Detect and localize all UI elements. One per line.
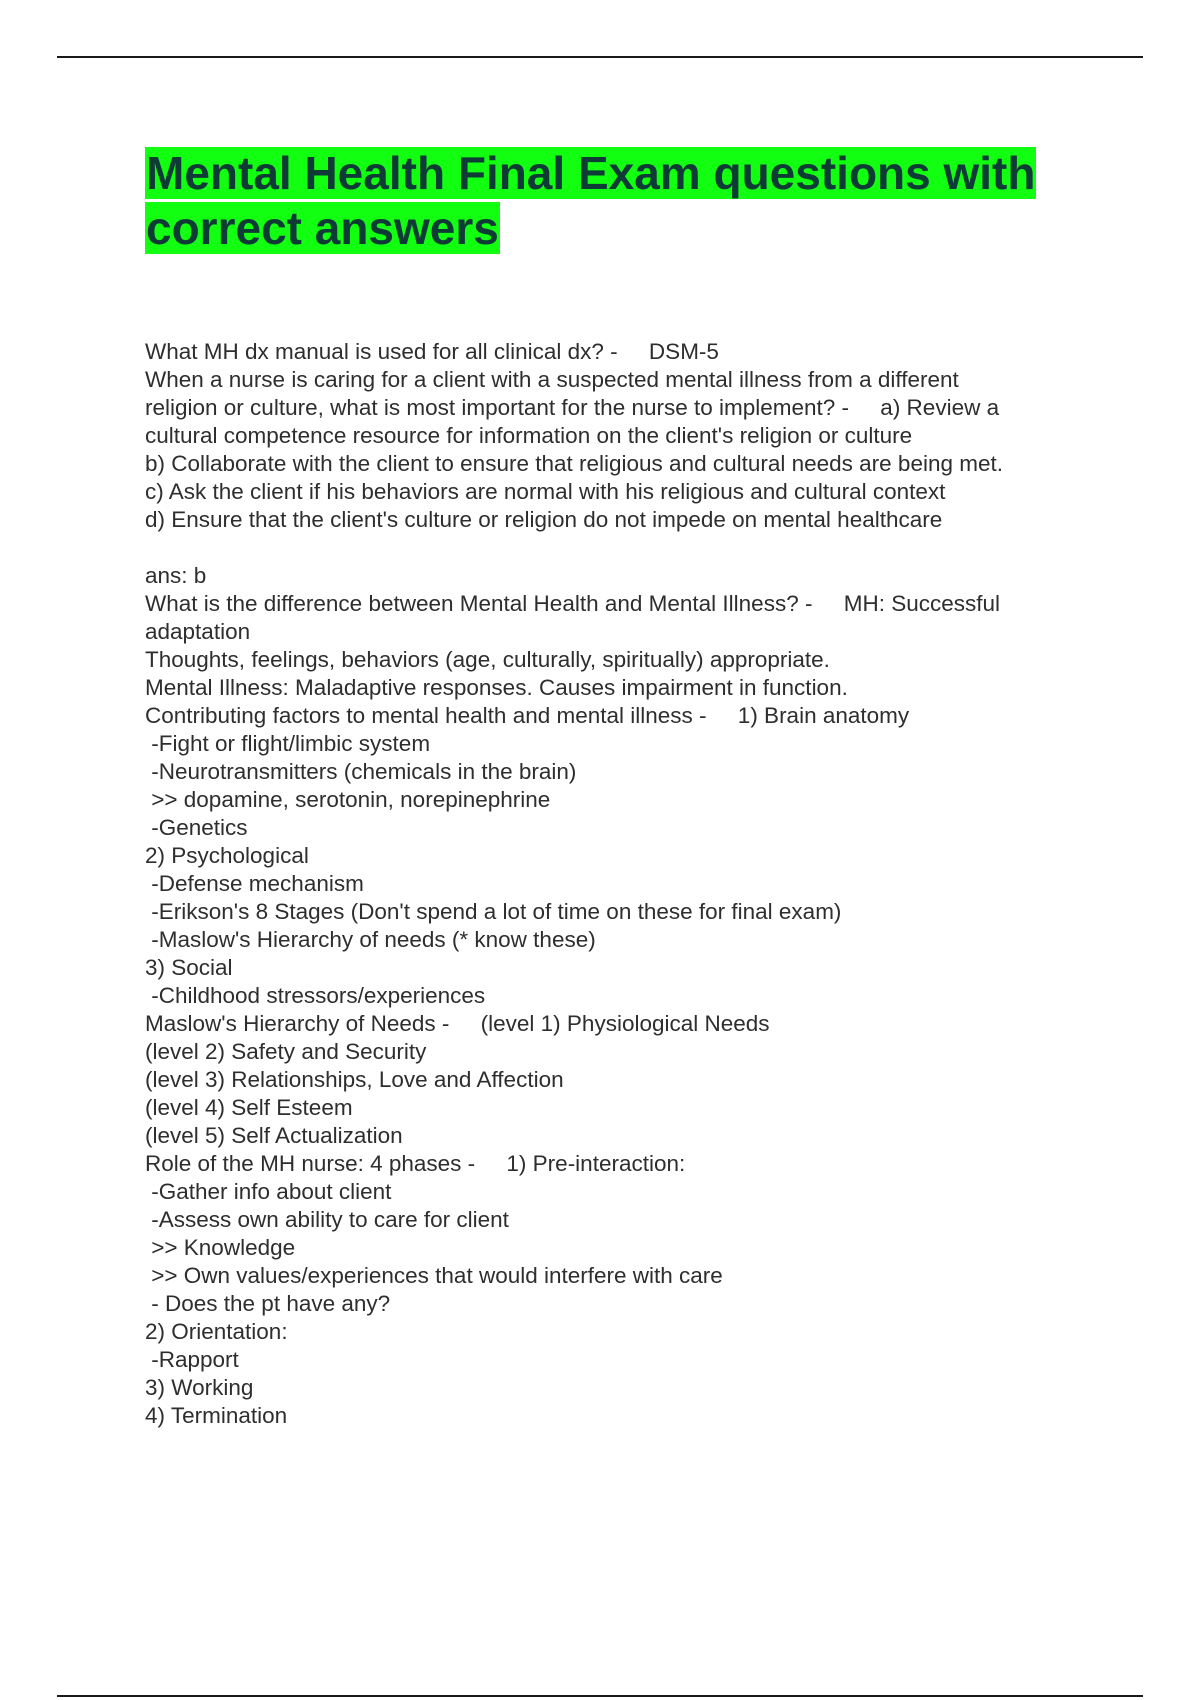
text-line: (level 3) Relationships, Love and Affection (145, 1067, 564, 1092)
text-line: >> Knowledge (145, 1235, 296, 1260)
text-line: -Gather info about client (145, 1179, 392, 1204)
text-line: (level 4) Self Esteem (145, 1095, 353, 1120)
text-line: Contributing factors to mental health and mental illness - 1) Brain anatomy (145, 703, 910, 728)
text-line: >> Own values/experiences that would interfere with care (145, 1263, 723, 1288)
text-line: religion or culture, what is most important for the nurse to implement? - a) Review a (145, 395, 1000, 420)
title-line-2: correct answers (146, 202, 499, 254)
text-line: -Childhood stressors/experiences (145, 983, 486, 1008)
text-line: Mental Illness: Maladaptive responses. Causes impairment in function. (145, 675, 848, 700)
text-line: - Does the pt have any? (145, 1291, 391, 1316)
text-line: -Neurotransmitters (chemicals in the brain) (145, 759, 577, 784)
header-rule (57, 56, 1143, 58)
text-line: (level 2) Safety and Security (145, 1039, 427, 1064)
text-line: c) Ask the client if his behaviors are normal with his religious and cultural context (145, 479, 946, 504)
text-line: 2) Orientation: (145, 1319, 288, 1344)
text-line: -Erikson's 8 Stages (Don't spend a lot of time on these for final exam) (145, 899, 842, 924)
text-line: Role of the MH nurse: 4 phases - 1) Pre-interaction: (145, 1151, 686, 1176)
text-line: -Assess own ability to care for client (145, 1207, 509, 1232)
text-line: Thoughts, feelings, behaviors (age, culturally, spiritually) appropriate. (145, 647, 830, 672)
text-line: Maslow's Hierarchy of Needs - (level 1) Physiological Needs (145, 1011, 770, 1036)
text-line (145, 534, 1100, 562)
text-line: ans: b (145, 563, 207, 588)
title-line-1: Mental Health Final Exam questions with (146, 147, 1036, 199)
document-title (145, 146, 1090, 256)
text-line: 3) Working (145, 1375, 254, 1400)
document-body (145, 338, 1100, 1430)
text-line: -Rapport (145, 1347, 239, 1372)
text-line: -Genetics (145, 815, 248, 840)
text-line: >> dopamine, serotonin, norepinephrine (145, 787, 551, 812)
text-line: b) Collaborate with the client to ensure that religious and cultural needs are being met. (145, 451, 1003, 476)
text-line: -Defense mechanism (145, 871, 364, 896)
text-line: cultural competence resource for information on the client's religion or culture (145, 423, 913, 448)
footer-rule (57, 1695, 1143, 1697)
text-line: -Maslow's Hierarchy of needs (* know these) (145, 927, 596, 952)
text-line: 4) Termination (145, 1403, 288, 1428)
text-line: -Fight or flight/limbic system (145, 731, 431, 756)
text-line: (level 5) Self Actualization (145, 1123, 403, 1148)
text-line: 3) Social (145, 955, 233, 980)
text-line: 2) Psychological (145, 843, 309, 868)
text-line: adaptation (145, 619, 251, 644)
text-line: d) Ensure that the client's culture or religion do not impede on mental healthcare (145, 507, 943, 532)
text-line: What is the difference between Mental Health and Mental Illness? - MH: Successful (145, 591, 1000, 616)
text-line: What MH dx manual is used for all clinical dx? - DSM-5 (145, 339, 719, 364)
text-line: When a nurse is caring for a client with a suspected mental illness from a different (145, 367, 959, 392)
